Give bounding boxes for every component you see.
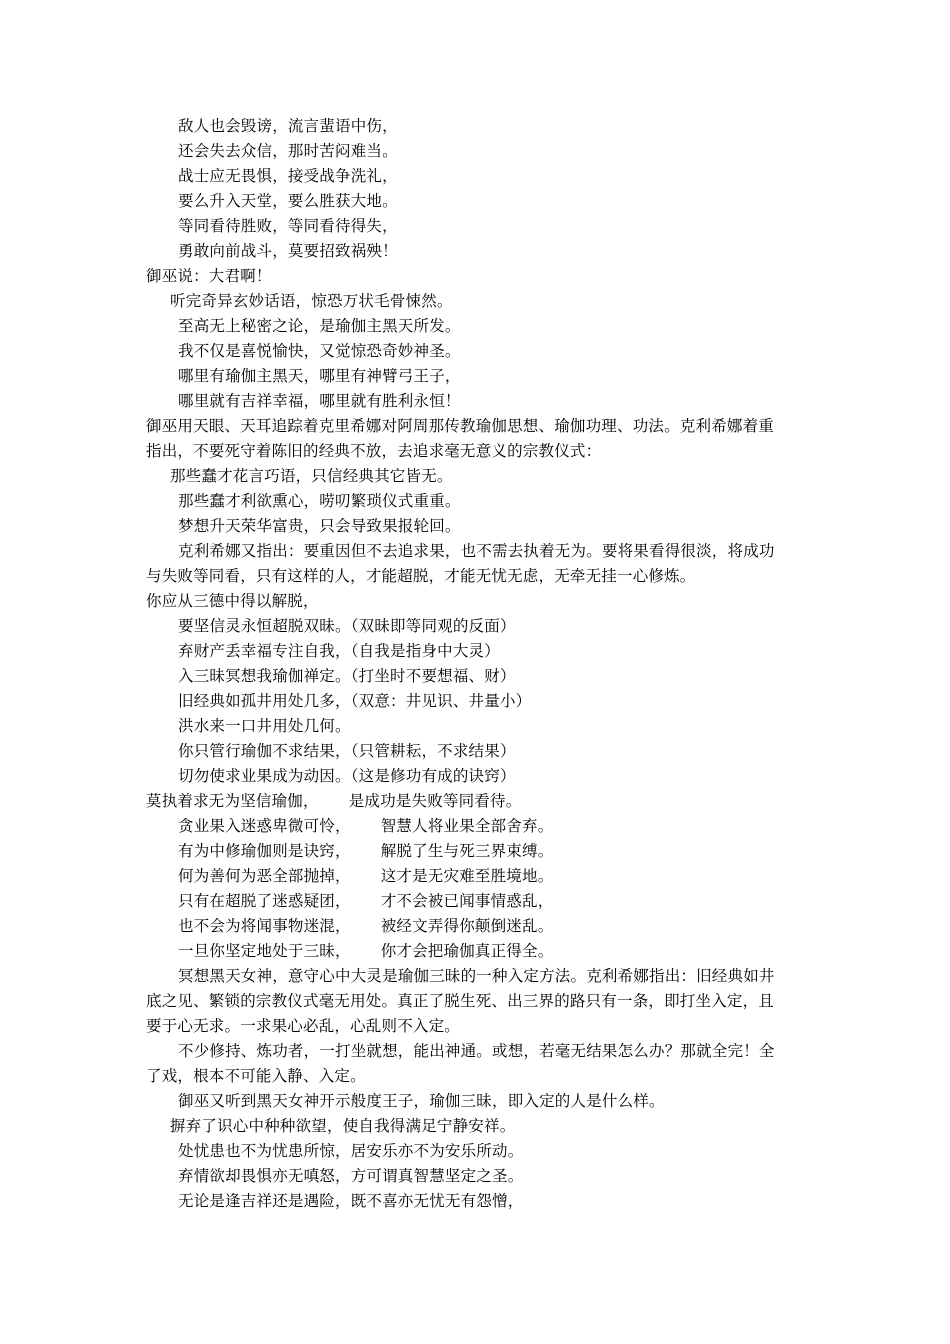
text-line: 哪里有瑜伽主黑天，哪里有神臂弓王子， (178, 367, 461, 385)
couplet-first: 莫执着求无为坚信瑜伽， (146, 792, 319, 810)
couplet-second: 被经文弄得你颠倒迷乱。 (380, 917, 554, 935)
couplet-second: 这才是无灾难至胜境地。 (380, 867, 554, 885)
text-line: 不少修持、炼功者，一打坐就想，能出神通。或想，若毫无结果怎么办？那就全完！全 (178, 1042, 775, 1060)
text-line: 御巫用天眼、天耳追踪着克里希娜对阿周那传教瑜伽思想、瑜伽功理、功法。克利希娜着重 (146, 417, 775, 435)
text-line: 勇敢向前战斗，莫要招致祸殃！ (178, 242, 398, 260)
text-line: 还会失去众信，那时苦闷难当。 (178, 142, 398, 160)
text-line: 那些蠢才花言巧语，只信经典其它皆无。 (170, 467, 453, 485)
text-line: 克利希娜又指出：要重因但不去追求果，也不需去执着无为。要将果看得很淡，将成功 (178, 542, 775, 560)
couplet-line (146, 791, 521, 811)
text-line: 御巫说：大君啊！ (146, 267, 272, 285)
text-line: 听完奇异玄妙话语，惊恐万状毛骨悚然。 (170, 292, 453, 310)
text-line: 处忧患也不为忧患所惊，居安乐亦不为安乐所动。 (178, 1142, 524, 1160)
text-line: 无论是逢吉祥还是遇险，既不喜亦无忧无有怨憎， (178, 1192, 524, 1210)
text-line: 敌人也会毁谤，流言蜚语中伤， (178, 117, 398, 135)
text-line: 御巫又听到黑天女神开示般度王子，瑜伽三昧，即入定的人是什么样。 (178, 1092, 665, 1110)
text-line: 入三昧冥想我瑜伽禅定。（打坐时不要想福、财） (178, 667, 516, 685)
text-line: 弃财产丢幸福专注自我，（自我是指身中大灵） (178, 642, 500, 660)
couplet-second: 才不会被已闻事情惑乱， (380, 892, 554, 910)
text-line: 切勿使求业果成为动因。（这是修功有成的诀窍） (178, 767, 516, 785)
text-line: 底之见、繁锁的宗教仪式毫无用处。真正了脱生死、出三界的路只有一条，即打坐入定，且 (146, 992, 775, 1010)
couplet-line (178, 816, 553, 836)
couplet-first: 贪业果入迷惑卑微可怜， (178, 817, 351, 835)
couplet-first: 只有在超脱了迷惑疑团， (178, 892, 351, 910)
text-line: 你应从三德中得以解脱， (146, 592, 319, 610)
couplet-line (178, 916, 553, 936)
text-line: 了戏，根本不可能入静、入定。 (146, 1067, 366, 1085)
text-line: 战士应无畏惧，接受战争洗礼， (178, 167, 398, 185)
couplet-first: 也不会为将闻事物迷混， (178, 917, 351, 935)
text-line: 要么升入天堂，要么胜获大地。 (178, 192, 398, 210)
couplet-second: 是成功是失败等同看待。 (348, 792, 522, 810)
text-line: 要于心无求。一求果心必乱，心乱则不入定。 (146, 1017, 461, 1035)
text-line: 梦想升天荣华富贵，只会导致果报轮回。 (178, 517, 461, 535)
text-line: 指出，不要死守着陈旧的经典不放，去追求毫无意义的宗教仪式： (146, 442, 602, 460)
couplet-line (178, 866, 553, 886)
text-line: 与失败等同看，只有这样的人，才能超脱，才能无忧无虑，无牵无挂一心修炼。 (146, 567, 696, 585)
couplet-line (178, 891, 553, 911)
text-line: 弃情欲却畏惧亦无嗔怒，方可谓真智慧坚定之圣。 (178, 1167, 524, 1185)
text-line: 等同看待胜败，等同看待得失， (178, 217, 398, 235)
couplet-first: 有为中修瑜伽则是诀窍， (178, 842, 351, 860)
couplet-line (178, 841, 553, 861)
text-line: 我不仅是喜悦愉快，又觉惊恐奇妙神圣。 (178, 342, 461, 360)
couplet-first: 一旦你坚定地处于三昧， (178, 942, 351, 960)
text-line: 冥想黑天女神，意守心中大灵是瑜伽三昧的一种入定方法。克利希娜指出：旧经典如井 (178, 967, 775, 985)
text-line: 至高无上秘密之论，是瑜伽主黑天所发。 (178, 317, 461, 335)
couplet-line (178, 941, 553, 961)
text-line: 你只管行瑜伽不求结果，（只管耕耘，不求结果） (178, 742, 516, 760)
text-line: 要坚信灵永恒超脱双昧。（双昧即等同观的反面） (178, 617, 516, 635)
text-line: 哪里就有吉祥幸福，哪里就有胜利永恒！ (178, 392, 461, 410)
text-line: 那些蠢才利欲熏心，唠叨繁琐仪式重重。 (178, 492, 461, 510)
couplet-first: 何为善何为恶全部抛掉， (178, 867, 351, 885)
text-line: 旧经典如孤井用处几多，（双意：井见识、井量小） (178, 692, 532, 710)
text-line: 洪水来一口井用处几何。 (178, 717, 351, 735)
couplet-second: 你才会把瑜伽真正得全。 (380, 942, 554, 960)
couplet-second: 智慧人将业果全部舍弃。 (380, 817, 554, 835)
couplet-second: 解脱了生与死三界束缚。 (380, 842, 554, 860)
text-line: 摒弃了识心中种种欲望，使自我得满足宁静安祥。 (170, 1117, 516, 1135)
